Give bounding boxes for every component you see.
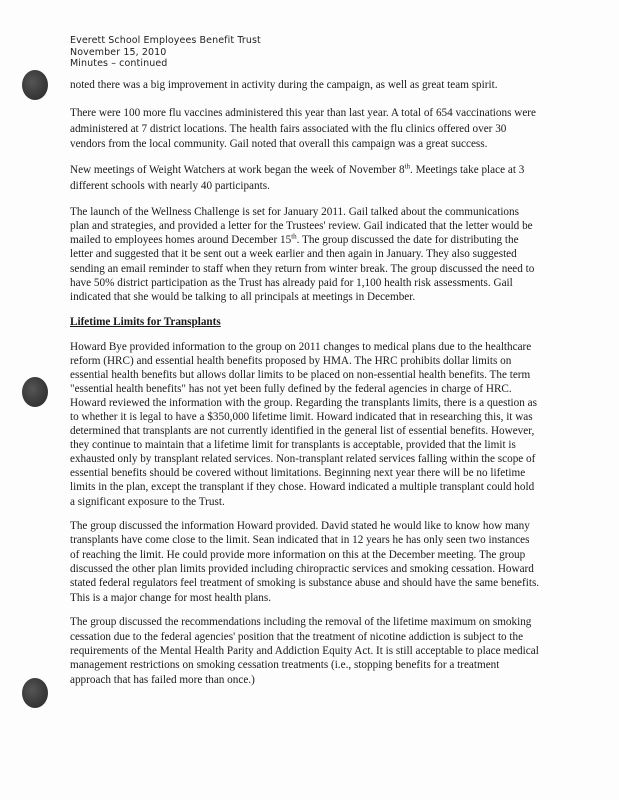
punch-hole-bottom	[22, 678, 48, 708]
paragraph-campaign: noted there was a big improvement in activity during the campaign, as well as great team spirit.	[70, 79, 498, 91]
weight-watchers-text-end: . Meetings take place at 3 different schools with nearly 40 participants.	[70, 164, 525, 192]
weight-watchers-text-start: New meetings of Weight Watchers at work began the week of November 8	[70, 164, 405, 177]
weight-watchers-superscript: th	[404, 162, 410, 171]
header-date: November 15, 2010	[70, 46, 167, 58]
paragraph-wellness-challenge	[70, 205, 540, 304]
paragraph-howard-bye: Howard Bye provided information to the group on 2011 changes to medical plans due to the healthcare reform (HRC) and essential health benefits proposed by HMA. The HRC prohibits dollar limits on essential health benefits but allows dollar limits to be placed on non-essential health benefits. The term "essential health benefits" has not yet been fully defined by the federal agencies in charge of HRC. Howard reviewed the information with the group. Regarding the transplants limits, there is a question as to whether it is legal to have a $350,000 lifetime limit. Howard indicated that in researching this, it was determined that transplants are not currently identified in the general list of essential benefits. However, they continue to maintain that a lifetime limit for transplants is acceptable, provided that the limit is exhausted only by transplant related services. Non-transplant related services falling within the scope of essential benefits should be covered without limitations. Beginning next year there will be no lifetime limits in the plan, except the transplant if they chose. Howard indicated a multiple transplant could hold a significant exposure to the Trust.	[70, 340, 537, 508]
header-organization: Everett School Employees Benefit Trust	[70, 35, 261, 46]
wellness-superscript: th	[291, 232, 297, 241]
punch-hole-top	[22, 70, 48, 100]
paragraph-recommendations: The group discussed the recommendations including the removal of the lifetime maximum on smoking cessation due to the federal agencies' position that the treatment of nicotine addiction is subject to the requirements of the Mental Health Parity and Addiction Equity Act. It is still acceptable to place medical management restrictions on smoking cessation treatments (i.e., stopping benefits for a treatment approach that has failed more than once.)	[70, 616, 539, 686]
header-continued: Minutes – continued	[70, 58, 168, 69]
document-body	[70, 78, 540, 697]
document-header	[70, 35, 261, 70]
punch-hole-middle	[22, 377, 48, 407]
paragraph-weight-watchers	[70, 163, 540, 194]
wellness-text-end: . The group discussed the date for distributing the letter and suggested that it be sent out a week earlier and then again in January. They also suggested sending an email reminder to staff when they return from winter break. The group discussed the need to have 50% district participation as the Trust has already paid for 1,100 health risk assessments. Gail indicated that she would be talking to all principals at meetings in December.	[70, 234, 535, 304]
wellness-text-start: The launch of the Wellness Challenge is set for January 2011. Gail talked about the communications plan and strategies, and provided a letter for the Trustees' review. Gail indicated that the letter would be mailed to employees homes around December 15	[70, 205, 533, 247]
paragraph-flu-vaccines: There were 100 more flu vaccines administered this year than last year. A total of 654 vaccinations were administered at 7 district locations. The health fairs associated with the flu clinics offered over 30 vendors from the local community. Gail noted that overall this campaign was a great success.	[70, 107, 536, 151]
section-heading-transplants: Lifetime Limits for Transplants	[70, 315, 221, 328]
paragraph-group-discussion: The group discussed the information Howard provided. David stated he would like to know how many transplants have come close to the limit. Sean indicated that in 12 years he has only seen two instances of reaching the limit. He could provide more information on this at the December meeting. The group discussed the other plan limits provided including chiropractic services and smoking cessation. Howard stated federal regulators feel treatment of smoking is substance abuse and should have the same benefits. This is a major change for most health plans.	[70, 520, 540, 604]
